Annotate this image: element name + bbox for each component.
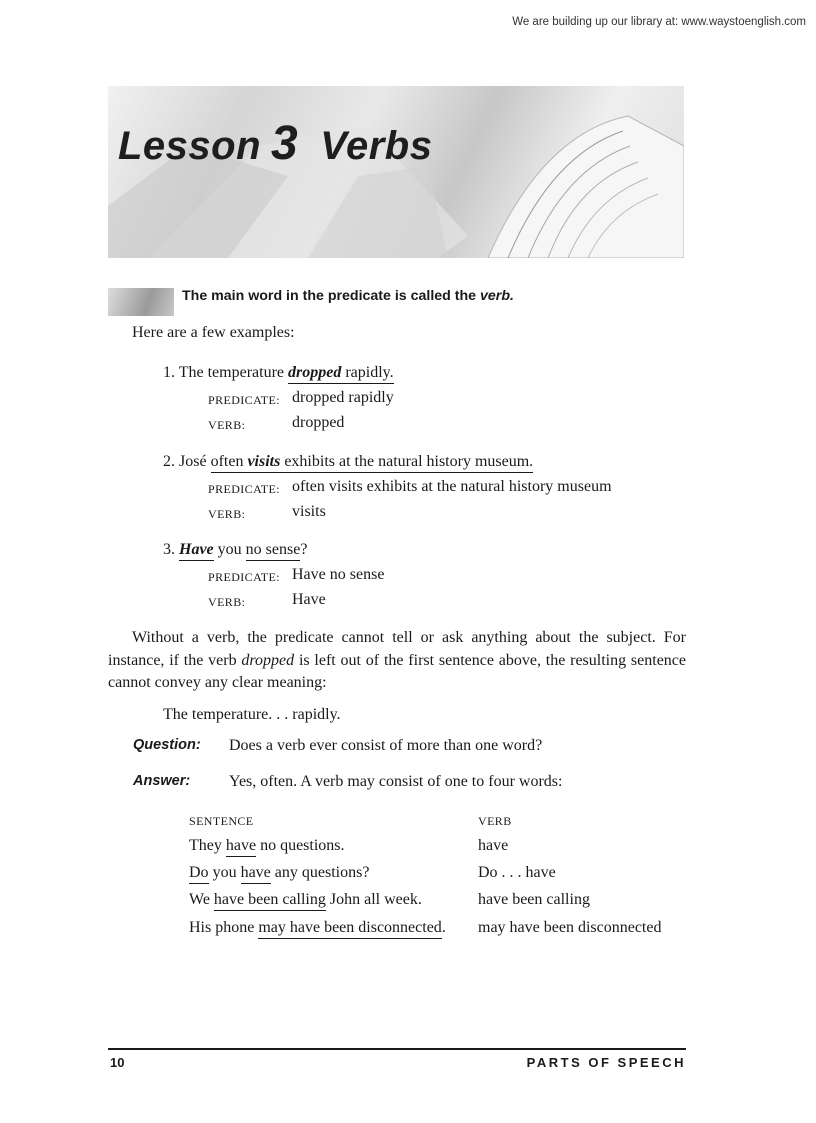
table-header-verb: VERB: [478, 814, 512, 828]
answer-text: Yes, often. A verb may consist of one to four words:: [229, 773, 563, 790]
row-1-post: no questions.: [260, 837, 345, 854]
example-1-predicate-underline: [288, 364, 394, 384]
example-3-end: ?: [300, 541, 308, 558]
sample-fragment: The temperature. . . rapidly.: [163, 706, 341, 723]
example-1-verb-value: dropped: [292, 414, 345, 431]
row-4-post: .: [441, 919, 446, 936]
example-1-sentence: [163, 362, 394, 384]
example-3-verb-value: Have: [292, 591, 326, 608]
example-1-pre: The temperature: [178, 364, 284, 381]
example-3-post: no sense: [246, 541, 301, 561]
lesson-word: Lesson: [118, 124, 262, 168]
example-1-post: rapidly.: [345, 364, 394, 381]
footer-divider: [108, 1048, 686, 1050]
rule-term: verb.: [480, 288, 514, 304]
open-book-illustration: [108, 86, 684, 258]
lesson-number: 3: [271, 117, 299, 170]
example-3-sentence: [163, 539, 307, 561]
table-row-1-sentence: [189, 835, 345, 857]
row-2-aux: Do: [189, 864, 209, 884]
example-3-verb-label: VERB:: [208, 595, 246, 609]
rule-statement: [182, 288, 514, 304]
example-3-predicate: Have no sense: [292, 566, 385, 583]
example-2-adverb: often: [210, 453, 244, 470]
rule-text: The main word in the predicate is called the: [182, 288, 477, 304]
row-1-pre: They: [189, 837, 222, 854]
table-row-3-verb: have been calling: [478, 891, 590, 908]
table-row-3-sentence: [189, 889, 422, 911]
table-row-1-verb: have: [478, 837, 509, 854]
example-3-verb-underline: [179, 541, 214, 561]
example-2-post: exhibits at the natural history museum.: [284, 453, 534, 470]
paragraph-italic-word: dropped: [241, 651, 295, 669]
book-thumbnail-icon: [108, 288, 174, 316]
example-2-verb: visits: [247, 453, 281, 470]
example-3-subject: you: [217, 541, 242, 558]
example-2-predicate-underline: [211, 453, 534, 473]
example-2-sentence: [163, 451, 533, 473]
example-1-verb: dropped: [288, 364, 342, 381]
example-2-predicate-label: PREDICATE:: [208, 482, 281, 496]
example-3-verb: Have: [179, 541, 214, 558]
row-3-pre: We: [189, 891, 210, 908]
row-3-post: John all week.: [329, 891, 422, 908]
question-text: Does a verb ever consist of more than one word?: [229, 737, 543, 754]
page-number: 10: [110, 1055, 125, 1070]
lesson-topic: Verbs: [320, 124, 433, 168]
table-row-2-verb: Do . . . have: [478, 864, 556, 881]
body-paragraph: [108, 627, 686, 695]
question-label: Question:: [133, 737, 201, 753]
paragraph-part-2: is left out of the first sentence above, the resulting sentence cannot convey any clear meaning:: [108, 651, 687, 691]
example-2-verb-label: VERB:: [208, 507, 246, 521]
example-2-verb-value: visits: [292, 503, 326, 520]
lesson-banner-image: [108, 86, 684, 258]
watermark-text: We are building up our library at: www.waystoenglish.com: [512, 16, 806, 28]
answer-label: Answer:: [133, 773, 191, 789]
row-2-subject: you: [212, 864, 237, 881]
example-2-pre: José: [179, 453, 207, 470]
row-2-verb: have: [241, 864, 271, 884]
row-2-post: any questions?: [274, 864, 370, 881]
intro-text: Here are a few examples:: [132, 324, 295, 341]
table-row-4-sentence: [189, 917, 446, 939]
table-row-2-sentence: [189, 862, 369, 884]
example-1-number: 1.: [163, 364, 175, 381]
lesson-title: [118, 116, 432, 171]
row-3-verb: have been calling: [214, 891, 326, 911]
table-row-4-verb: may have been disconnected: [478, 919, 662, 936]
row-4-pre: His phone: [189, 919, 255, 936]
example-1-verb-label: VERB:: [208, 418, 246, 432]
running-footer-title: PARTS OF SPEECH: [526, 1055, 686, 1070]
example-2-predicate: often visits exhibits at the natural history museum: [292, 478, 612, 495]
table-header-sentence: SENTENCE: [189, 814, 254, 828]
example-3-number: 3.: [163, 541, 175, 558]
example-2-number: 2.: [163, 453, 175, 470]
example-1-predicate: dropped rapidly: [292, 389, 394, 406]
row-1-verb: have: [226, 837, 256, 857]
row-4-verb: may have been disconnected: [258, 919, 441, 939]
example-3-predicate-label: PREDICATE:: [208, 570, 281, 584]
example-1-predicate-label: PREDICATE:: [208, 393, 281, 407]
paragraph-part-1: Without a verb, the predicate cannot tell or ask anything about the subject. For instance, if the verb: [108, 629, 686, 669]
